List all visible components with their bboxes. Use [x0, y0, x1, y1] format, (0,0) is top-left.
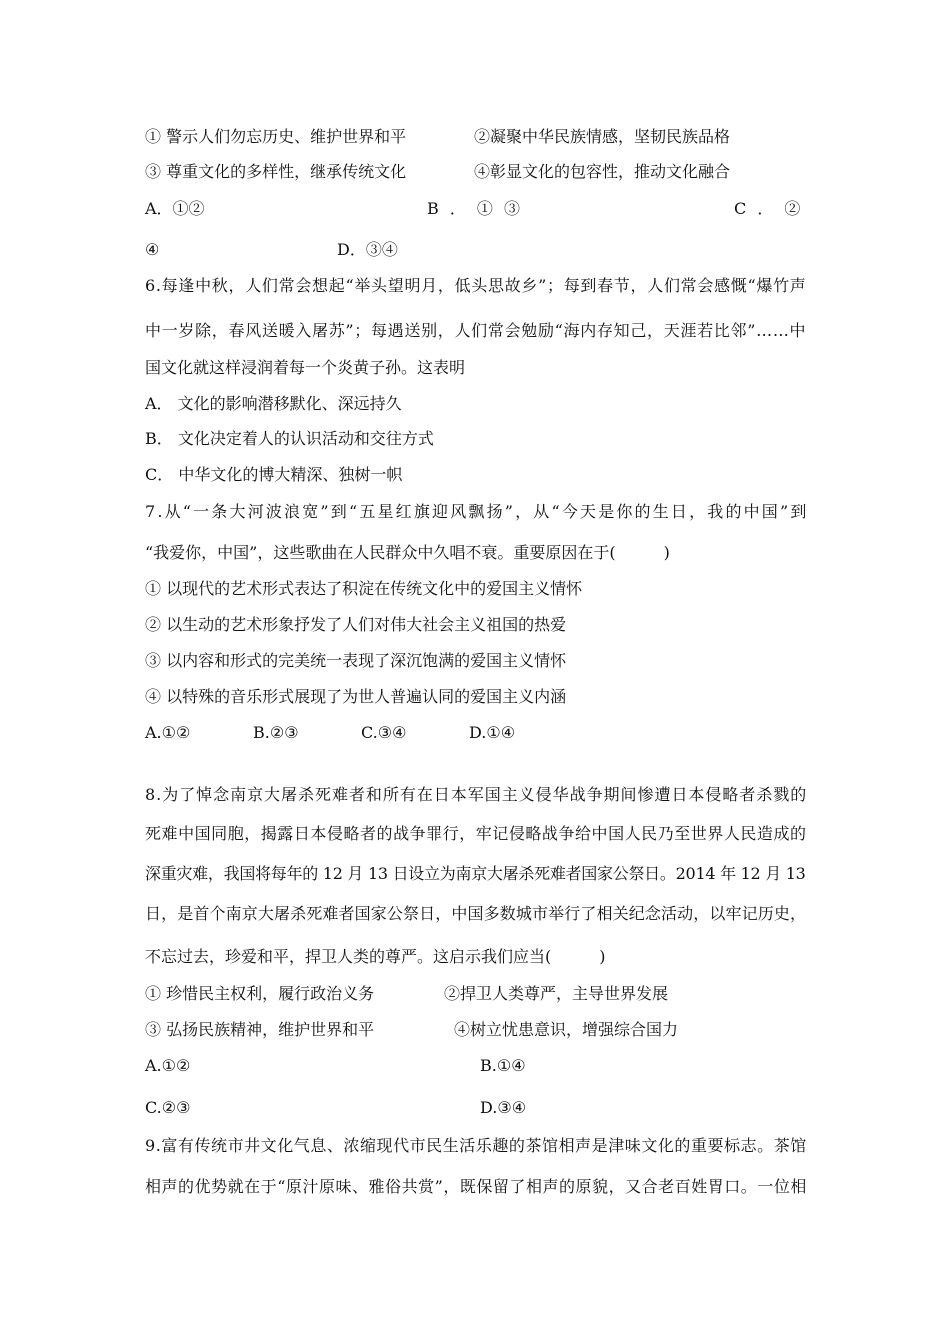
- q8-option-3: ③ 弘扬民族精神，维护世界和平: [145, 1020, 375, 1039]
- q8-option-1: ① 珍惜民主权利，履行政治义务: [145, 984, 375, 1003]
- q8-stem-line-1: 8.为了悼念南京大屠杀死难者和所有在日本军国主义侵华战争期间惨遭日本侵略者杀戮的: [145, 785, 808, 804]
- q6-stem-line-1: 6.每逢中秋，人们常会想起“举头望明月，低头思故乡”；每到春节，人们常会感慨“爆竹声: [145, 276, 807, 295]
- q9-stem-line-2: 相声的优势就在于“原汁原味、雅俗共赏”，既保留了相声的原貌，又合老百姓胃口。一位相: [145, 1177, 807, 1196]
- q6-option-c: C． 中华文化的博大精深、独树一帜: [145, 465, 403, 484]
- q8-stem-line-5: 不忘过去，珍爱和平，捍卫人类的尊严。这启示我们应当( ): [145, 947, 606, 966]
- q6-stem-line-2: 中一岁除，春风送暖入屠苏”；每遇送别，人们常会勉励“海内存知己，天涯若比邻”……中: [145, 321, 807, 340]
- q8-option-4: ④树立忧患意识，增强综合国力: [454, 1020, 679, 1039]
- q9-stem-line-1: 9.富有传统市井文化气息、浓缩现代市民生活乐趣的茶馆相声是津味文化的重要标志。茶馆: [145, 1136, 807, 1155]
- q8-answer-a: A.①②: [145, 1056, 191, 1075]
- q5-answer-c: C ． ②: [734, 199, 801, 218]
- q8-stem-line-2: 死难中国同胞，揭露日本侵略者的战争罪行，牢记侵略战争给中国人民乃至世界人民造成的: [145, 824, 807, 843]
- q5-answer-a: A．①②: [145, 199, 205, 218]
- q5-answer-c-cont: ④: [145, 240, 160, 259]
- q7-answer-b: B.②③: [253, 723, 299, 742]
- q7-answer-a: A.①②: [145, 723, 191, 742]
- q5-answer-b: B ． ① ③: [427, 199, 521, 218]
- q7-option-4: ④ 以特殊的音乐形式展现了为世人普遍认同的爱国主义内涵: [145, 687, 567, 706]
- q7-stem-line-2: “我爱你，中国”，这些歌曲在人民群众中久唱不衰。重要原因在于( ): [145, 543, 670, 562]
- q8-stem-line-3: 深重灾难，我国将每年的 12 月 13 日设立为南京大屠杀死难者国家公祭日。2014 年 12 月 13: [145, 864, 806, 883]
- q7-answer-d: D.①④: [469, 723, 516, 742]
- q7-answer-c: C.③④: [361, 723, 407, 742]
- q5-option-1: ① 警示人们勿忘历史、维护世界和平: [145, 127, 407, 146]
- q5-option-3: ③ 尊重文化的多样性，继承传统文化: [145, 162, 407, 181]
- q5-option-2: ②凝聚中华民族情感，坚韧民族品格: [474, 127, 731, 146]
- q8-answer-c: C.②③: [145, 1098, 191, 1117]
- q6-option-a: A． 文化的影响潜移默化、深远持久: [145, 394, 402, 413]
- q7-option-2: ② 以生动的艺术形象抒发了人们对伟大社会主义祖国的热爱: [145, 615, 567, 634]
- q8-option-2: ②捍卫人类尊严，主导世界发展: [444, 984, 669, 1003]
- q7-option-3: ③ 以内容和形式的完美统一表现了深沉饱满的爱国主义情怀: [145, 651, 567, 670]
- q7-stem-line-1: 7.从“一条大河波浪宽”到“五星红旗迎风飘扬”，从“今天是你的生日，我的中国”到: [145, 502, 809, 521]
- q5-answer-d: D．③④: [337, 240, 398, 259]
- q8-stem-line-4: 日，是首个南京大屠杀死难者国家公祭日，中国多数城市举行了相关纪念活动，以牢记历史，: [145, 904, 807, 923]
- q8-answer-b: B.①④: [480, 1056, 526, 1075]
- q7-option-1: ① 以现代的艺术形式表达了积淀在传统文化中的爱国主义情怀: [145, 579, 583, 598]
- q6-option-b: B． 文化决定着人的认识活动和交往方式: [145, 429, 434, 448]
- q6-stem-line-3: 国文化就这样浸润着每一个炎黄子孙。这表明: [145, 358, 466, 377]
- q8-answer-d: D.③④: [480, 1098, 527, 1117]
- q5-option-4: ④彰显文化的包容性，推动文化融合: [474, 162, 731, 181]
